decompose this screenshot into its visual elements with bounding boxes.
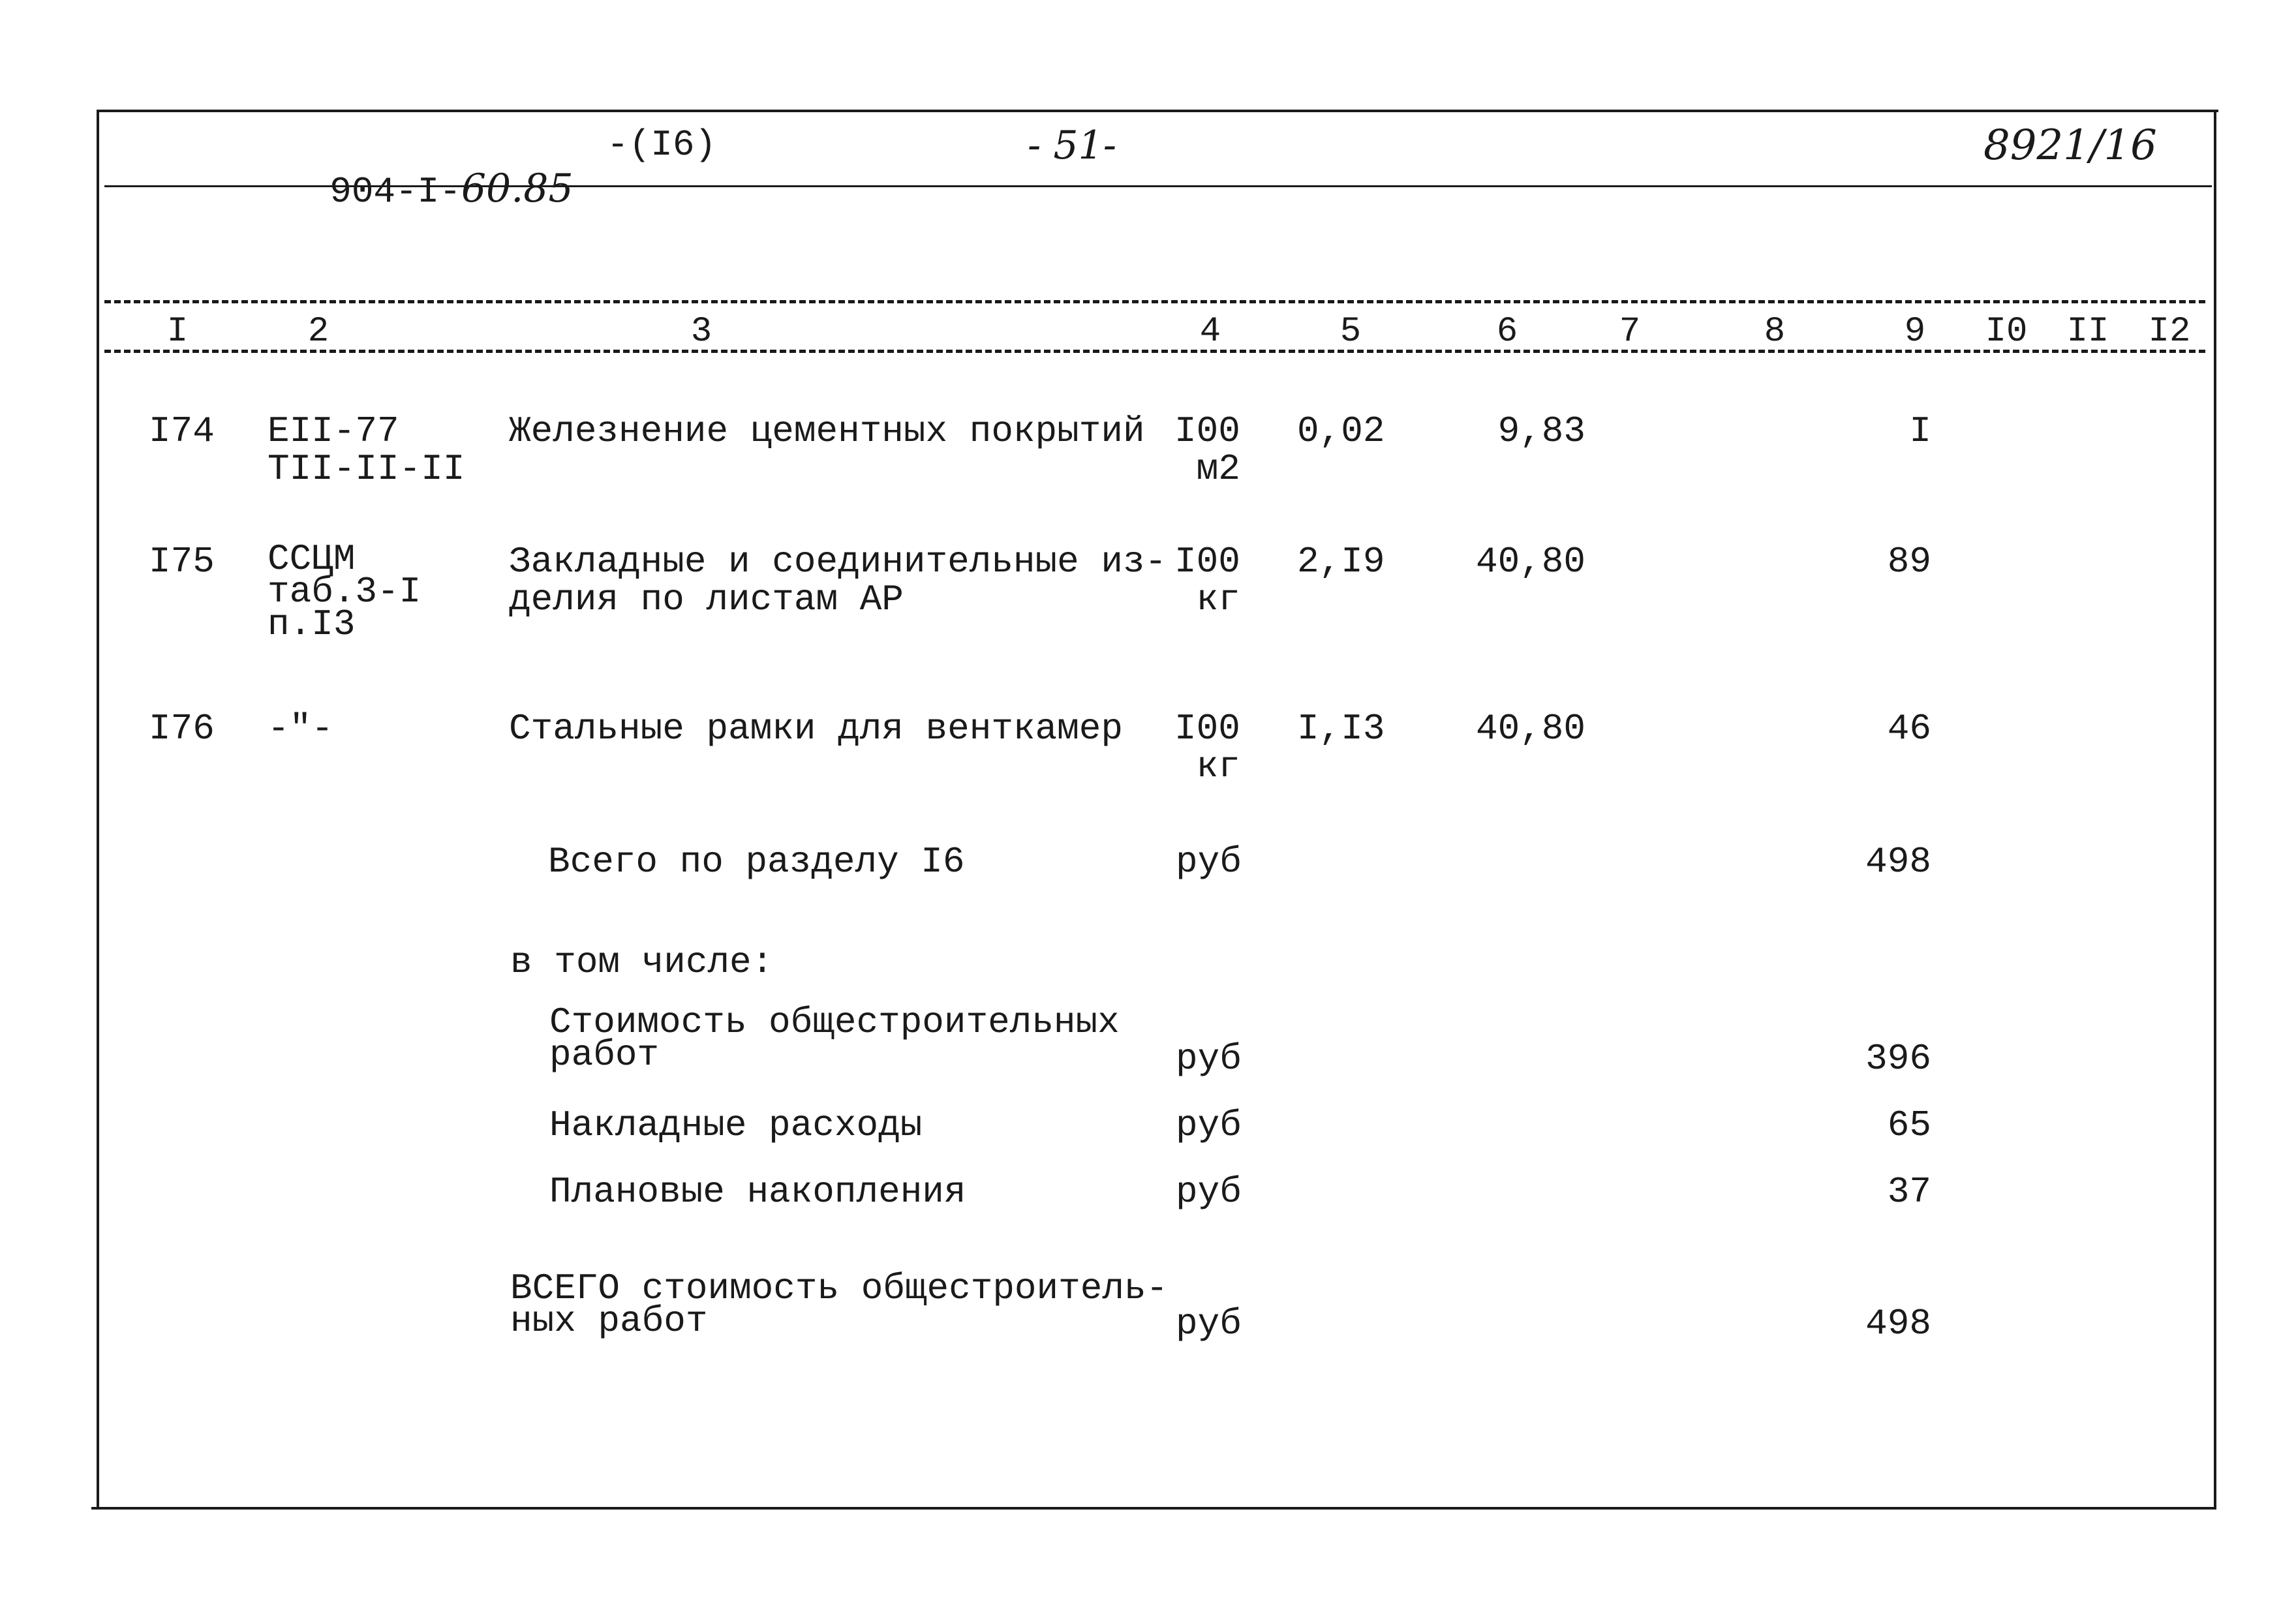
column-number-8: 8 — [1764, 312, 1786, 352]
column-number-12: I2 — [2148, 312, 2191, 352]
unit: I00 м2 — [1174, 410, 1240, 490]
quantity: I,I3 — [1297, 708, 1385, 750]
right-border — [2214, 110, 2216, 1510]
summary-unit: руб — [1176, 1104, 1242, 1146]
left-border — [97, 110, 99, 1510]
rate-code: ССЦМ таб.3-I п.I3 — [268, 538, 421, 645]
column-number-5: 5 — [1339, 312, 1362, 352]
row-number: I74 — [149, 410, 215, 452]
page-number: - 51- — [1028, 123, 1116, 168]
unit: I00 кг — [1174, 708, 1240, 787]
summary-value: 396 — [1865, 1038, 1931, 1080]
column-number-2: 2 — [307, 312, 329, 352]
column-number-9: 9 — [1904, 312, 1926, 352]
summary-value: 498 — [1865, 841, 1931, 883]
summary-unit: руб — [1176, 1171, 1242, 1213]
column-number-11: II — [2066, 312, 2109, 352]
doc-code-printed: 904-I- — [329, 171, 461, 213]
unit-price: 9,83 — [1497, 410, 1585, 452]
work-description: Стальные рамки для венткамер — [509, 708, 1123, 750]
summary-unit: руб — [1176, 841, 1242, 883]
quantity: 2,I9 — [1297, 541, 1385, 583]
row-number: I75 — [149, 541, 215, 583]
including-label: в том числе: — [510, 941, 774, 983]
quantity: 0,02 — [1297, 410, 1385, 452]
column-number-10: I0 — [1985, 312, 2028, 352]
column-band-top-line — [104, 300, 2205, 303]
summary-value: 65 — [1887, 1104, 1931, 1146]
work-description: Закладные и соединительные из- делия по листам АР — [509, 541, 1167, 620]
work-description: Железнение цементных покрытий — [509, 410, 1145, 452]
total-cost: 89 — [1887, 541, 1931, 583]
summary-unit: руб — [1176, 1303, 1242, 1344]
summary-label: Стоимость общестроительных работ — [549, 1001, 1120, 1076]
column-number-6: 6 — [1496, 312, 1518, 352]
column-number-1: I — [166, 312, 189, 352]
unit-price: 40,80 — [1475, 541, 1585, 583]
rate-code: EII-77 TII-II-II — [268, 410, 465, 490]
sheet-reference: 8921/16 — [1983, 121, 2157, 170]
summary-value: 37 — [1887, 1171, 1931, 1213]
column-number-7: 7 — [1619, 312, 1641, 352]
summary-label: Накладные расходы — [549, 1104, 923, 1146]
section-label: -(I6) — [607, 124, 717, 166]
summary-unit: руб — [1176, 1038, 1242, 1080]
summary-value: 498 — [1865, 1303, 1931, 1344]
row-number: I76 — [149, 708, 215, 750]
column-number-3: 3 — [690, 312, 712, 352]
total-cost: I — [1909, 410, 1931, 452]
total-cost: 46 — [1887, 708, 1931, 750]
top-border — [98, 110, 2218, 112]
doc-code-handwritten: 60.85 — [461, 166, 574, 211]
unit-price: 40,80 — [1475, 708, 1585, 750]
summary-label: Всего по разделу I6 — [548, 841, 965, 883]
unit: I00 кг — [1174, 541, 1240, 620]
column-number-4: 4 — [1199, 312, 1221, 352]
summary-label: ВСЕГО стоимость общестроитель- ных работ — [510, 1268, 1169, 1342]
document-code — [286, 124, 574, 213]
bottom-border — [91, 1507, 2215, 1510]
rate-code: -"- — [268, 708, 333, 750]
summary-label: Плановые накопления — [549, 1171, 966, 1213]
